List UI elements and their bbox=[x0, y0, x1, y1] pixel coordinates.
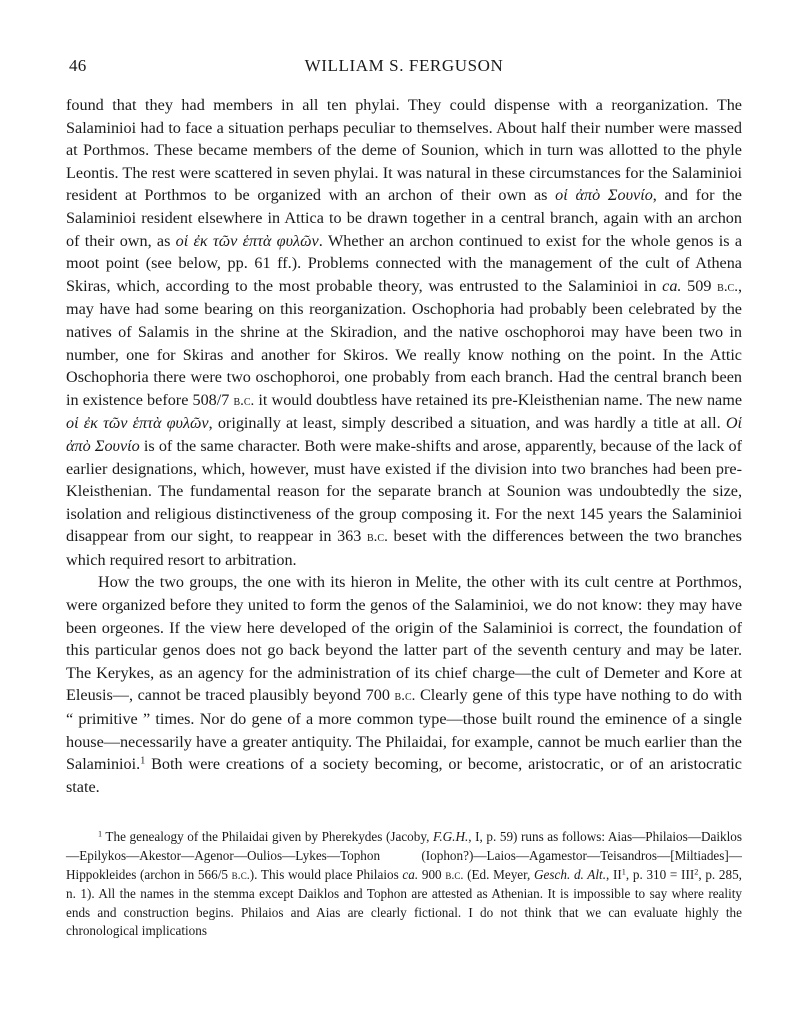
abbreviation-ca: ca. bbox=[662, 276, 682, 295]
text-run: it would doubtless have retained its pre-Kleisthenian name. The new name bbox=[254, 390, 742, 409]
document-page bbox=[66, 56, 742, 941]
text-run: . Whether an archon continued to exist for the whole genos is a moot point (see below, pp. 61 ff.). Problems connected with the management of the cult of Athena Skiras, which, according to the most probable theory, was entrusted to the Salaminioi in bbox=[66, 231, 743, 295]
body-text bbox=[66, 94, 742, 798]
page-header bbox=[66, 56, 742, 80]
era-abbreviation: b.c. bbox=[717, 278, 738, 295]
greek-phrase: οἱ ἐκ τῶν ἑπτὰ φυλῶν bbox=[175, 231, 319, 250]
text-run: , originally at least, simply described a situation, and was hardly a title at all. bbox=[208, 414, 726, 433]
page-number: 46 bbox=[69, 56, 87, 75]
paragraph-1 bbox=[66, 94, 742, 571]
paragraph-2 bbox=[66, 571, 742, 798]
text-run: 509 bbox=[681, 276, 718, 295]
text-run: How the two groups, the one with its hieron in Melite, the other with its cult centre at Porthmos, were organized before they united to form the genos of the Salaminioi, we do not know: they may have been orgeones. If the view here developed of the origin of the Salaminioi is correct, the foundation of this particular genos does not go back beyond the latter part of the seventh century and may be later. The Kerykes, as an agency for the administration of its chief charge—the cult of Demeter and Kore at Eleusis—, cannot be traced plausibly beyond 700 bbox=[66, 573, 742, 705]
era-abbreviation: b.c. bbox=[231, 868, 250, 882]
footnote-number: 1 bbox=[98, 829, 103, 839]
footnote-1 bbox=[66, 828, 742, 941]
text-run: Clearly gene of this type have nothing to do with “ primitive ” times. Nor do gene of a more common type—those built round the eminence of a single house—necessarily have a greater antiquity. The Philaidai, for example, cannot be much earlier than the Salaminioi. bbox=[66, 686, 742, 774]
edition-superscript: 1 bbox=[621, 867, 626, 877]
text-run: , p. 285, n. 1). All the names in the stemma except Daiklos and Tophon are attested as Athenian. It is impossible to say where reality ends and construction begins. Philaios and Aias are clearly fictional. I do not think that we can evaluate highly the chronological implications bbox=[66, 867, 742, 939]
footnote-reference[interactable]: 1 bbox=[140, 755, 146, 767]
text-run: Both were creations of a society becoming, or become, aristocratic, or of an aristocratic state. bbox=[66, 755, 742, 796]
edition-superscript: 2 bbox=[694, 867, 699, 877]
abbreviation-ca: ca. bbox=[402, 867, 419, 882]
citation-title: F.G.H. bbox=[432, 829, 469, 845]
greek-phrase: οἱ ἀπὸ Σουνίο bbox=[555, 186, 653, 205]
text-run: , II bbox=[606, 867, 622, 882]
greek-phrase: οἱ ἐκ τῶν ἑπτὰ φυλῶν bbox=[66, 414, 209, 433]
era-abbreviation: b.c. bbox=[367, 529, 388, 546]
text-run: The genealogy of the Philaidai given by Pherekydes (Jacoby, bbox=[102, 829, 433, 845]
text-run: , I, p. 59) runs as follows: Aias—Philaios—Daiklos—Epilykos—Akestor—Agenor—Oulios—Lykes—Tophon (Iophon?)—Laios—Agamestor—Teisandros—[Miltiades]—Hippokleides (archon in 566/5 bbox=[66, 829, 742, 882]
era-abbreviation: b.c. bbox=[233, 392, 255, 409]
text-run: beset with the differences between the two branches which required resort to arbitration. bbox=[66, 527, 742, 569]
text-run: ). This would place Philaios bbox=[249, 867, 403, 882]
text-run: 900 bbox=[418, 867, 446, 882]
era-abbreviation: b.c. bbox=[394, 688, 416, 705]
text-run: , and for the Salaminioi resident elsewhere in Attica to be drawn together in a central branch, again with an archon of their own, as bbox=[66, 186, 742, 250]
text-run: , p. 310 = III bbox=[625, 867, 695, 882]
text-run: is of the same character. Both were make-shifts and arose, apparently, because of the lack of earlier designations, which, however, must have existed if the division into two branches had been pre-Kleisthenian. The fundamental reason for the separate branch at Sounion was undoubtedly the size, isolation and religious distinctiveness of the group composing it. For the next 145 years the Salaminioi disappear from our sight, to reappear in 363 bbox=[66, 436, 742, 546]
text-run: , may have had some bearing on this reorganization. Oschophoria had probably been celebrated by the natives of Salamis in the shrine at the Skiradion, and the native oschophoroi may have been two in number, one for Skiras and another for Skiros. We really know nothing on the point. In the Attic Oschophoria there were two oschophoroi, one probably from each branch. Had the central branch been in existence before 508/7 bbox=[66, 276, 742, 409]
running-head: WILLIAM S. FERGUSON bbox=[304, 56, 504, 75]
text-run: found that they had members in all ten phylai. They could dispense with a reorganization. The Salaminioi had to face a situation perhaps peculiar to themselves. About half their number were massed at Porthmos. These became members of the deme of Sounion, which in turn was allotted to the phyle Leontis. The rest were scattered in seven phylai. It was natural in these circumstances for the Salaminioi resident at Porthmos to be organized with an archon of their own as bbox=[66, 96, 742, 205]
era-abbreviation: b.c. bbox=[445, 868, 464, 882]
footnotes bbox=[66, 828, 742, 941]
text-run: (Ed. Meyer, bbox=[463, 867, 535, 882]
greek-phrase: Οἱ ἀπὸ Σουνίο bbox=[66, 414, 742, 455]
citation-title: Gesch. d. Alt. bbox=[534, 867, 606, 882]
